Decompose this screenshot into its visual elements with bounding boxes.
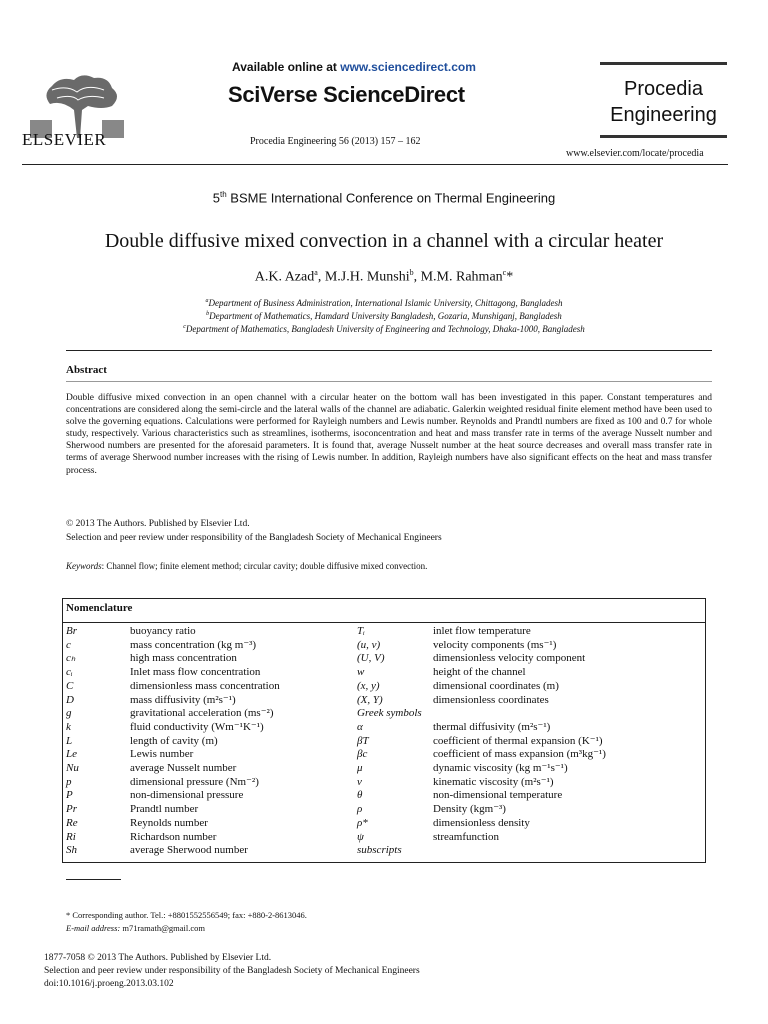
nomenclature-sym: Le [66, 748, 77, 761]
nomenclature-def: dimensionless coordinates [433, 693, 549, 706]
available-online-line [232, 60, 476, 74]
available-prefix: Available online at [232, 60, 341, 74]
conference-text: BSME International Conference on Thermal Engineering [226, 190, 556, 206]
conference-sup: th [220, 190, 227, 199]
nomenclature-sym: ρ* [357, 816, 368, 829]
nomenclature-sym: βc [357, 748, 368, 761]
abstract-rule [66, 381, 712, 382]
nomenclature-sym: C [66, 679, 74, 692]
affiliation-sup: b [206, 311, 210, 317]
nomenclature-sym: (x, y) [357, 679, 380, 692]
nomenclature-sym: ρ [357, 803, 363, 816]
nomenclature-def: fluid conductivity (Wm⁻¹K⁻¹) [130, 720, 264, 733]
journal-title [600, 76, 727, 128]
nomenclature-def: coefficient of thermal expansion (K⁻¹) [433, 734, 603, 747]
nomenclature-def: average Sherwood number [130, 844, 248, 857]
journal-reference: Procedia Engineering 56 (2013) 157 – 162 [250, 136, 421, 147]
nomenclature-def: Lewis number [130, 748, 194, 761]
nomenclature-sym: D [66, 693, 74, 706]
affiliation [0, 298, 768, 308]
issn-line: 1877-7058 © 2013 The Authors. Published by Elsevier Ltd. [44, 953, 272, 963]
nomenclature-sym: ν [357, 775, 362, 788]
nomenclature-sym: P [66, 789, 73, 802]
nomenclature-heading: Nomenclature [66, 602, 133, 614]
nomenclature-def: gravitational acceleration (ms⁻²) [130, 707, 274, 720]
nomenclature-sym: θ [357, 789, 363, 802]
paper-title: Double diffusive mixed convection in a channel with a circular heater [104, 230, 664, 252]
journal-url[interactable]: www.elsevier.com/locate/procedia [566, 148, 704, 159]
nomenclature-def: dimensionless mass concentration [130, 679, 280, 692]
affiliation [0, 324, 768, 334]
nomenclature-def: Density (kgm⁻³) [433, 803, 506, 816]
nomenclature-sym: (U, V) [357, 652, 385, 665]
nomenclature-sym: L [66, 734, 73, 747]
nomenclature-sym: cₕ [66, 652, 76, 665]
nomenclature-sym: α [357, 720, 363, 733]
publisher-name: ELSEVIER [22, 130, 107, 149]
nomenclature-sym: g [66, 707, 72, 720]
keywords-text: : Channel flow; finite element method; circular cavity; double diffusive mixed convection. [101, 561, 428, 571]
nomenclature-sym: Pr [66, 803, 77, 816]
nomenclature-sym: k [66, 720, 71, 733]
copyright-block [66, 517, 442, 545]
nomenclature-def: mass concentration (kg m⁻³) [130, 638, 257, 651]
nomenclature-def: Inlet mass flow concentration [130, 666, 261, 679]
nomenclature-sym: Greek symbols [357, 707, 422, 720]
conference-number: 5 [212, 190, 220, 206]
email-note [66, 923, 205, 933]
sciencedirect-link[interactable]: www.sciencedirect.com [340, 60, 476, 74]
author-name: M.J.H. Munshi [324, 269, 410, 285]
nomenclature-sym: Nu [66, 762, 79, 775]
nomenclature-def: non-dimensional temperature [433, 789, 563, 802]
nomenclature-sym: c [66, 638, 71, 651]
nomenclature-sym: Tᵢ [357, 625, 365, 637]
nomenclature-def: high mass concentration [130, 652, 237, 665]
author-name: M.M. Rahman [420, 269, 503, 285]
nomenclature-def: Prandtl number [130, 803, 199, 816]
nomenclature-sym: (X, Y) [357, 693, 383, 706]
peer-review-line: Selection and peer review under responsibility of the Bangladesh Society of Mechanical Engineers [66, 533, 442, 543]
nomenclature-sym: Sh [66, 844, 77, 857]
bottom-copyright [44, 952, 420, 991]
abstract-text: Double diffusive mixed convection in an open channel with a circular heater on the bottom wall has been investigated in this paper. Constant temperatures and concentrations are considered along the semi-circle and the lateral walls of the channel are adiabatic. Galerkin weighted residual finite element method have been used to solve the governing equations. Calculations were performed for Rayleigh numbers and Lewis number. Reynolds and Prandtl numbers are fixed as 100 and 0.7 for whole study, respectively. Various characteristics such as streamlines, isotherms, isoconcentration and heat and mass transfer rate in terms of the average Nusselt number and Sherwood numbers are presented for the aforesaid parameters. It is found that, average Nusselt number at the heat source decreases and overall mass transfer rate in terms of average Sherwood number increases with the rising of Lewis number. In addition, Rayleigh numbers have also significant effects on the heat and mass transfer process. [66, 393, 712, 476]
affiliation-text: Department of Mathematics, Hamdard University Bangladesh, Gozaria, Munshiganj, Bangladesh [209, 311, 562, 321]
sciverse-brand: SciVerse ScienceDirect [228, 82, 465, 107]
nomenclature-sym: p [66, 775, 72, 788]
author-sup: c [502, 268, 507, 277]
nomenclature-sym: Br [66, 625, 77, 637]
review-line: Selection and peer review under responsibility of the Bangladesh Society of Mechanical Engineers [44, 966, 420, 976]
author-name: A.K. Azad [254, 269, 315, 285]
nomenclature-def: height of the channel [433, 666, 526, 679]
affiliation-text: Department of Mathematics, Bangladesh University of Engineering and Technology, Dhaka-1000, Bangladesh [185, 324, 585, 334]
abstract-heading: Abstract [66, 364, 107, 376]
doi-line[interactable]: doi:10.1016/j.proeng.2013.03.102 [44, 979, 174, 989]
author-sup: b [409, 268, 414, 277]
affiliation [0, 311, 768, 321]
nomenclature-def: non-dimensional pressure [130, 789, 244, 802]
author-sup: a [314, 268, 318, 277]
conference-name [0, 190, 768, 205]
nomenclature-def: length of cavity (m) [130, 734, 218, 747]
nomenclature-sym: subscripts [357, 844, 402, 857]
nomenclature-sym: cᵢ [66, 666, 73, 679]
nomenclature-symbols-right [357, 625, 422, 858]
nomenclature-def: mass diffusivity (m²s⁻¹) [130, 693, 236, 706]
nomenclature-def: streamfunction [433, 830, 499, 843]
nomenclature-def: dimensional coordinates (m) [433, 679, 559, 692]
keywords [66, 561, 427, 571]
nomenclature-sym: w [357, 666, 365, 679]
nomenclature-def: velocity components (ms⁻¹) [433, 638, 557, 651]
nomenclature-sym: ψ [357, 830, 364, 843]
nomenclature-definitions-left [130, 625, 280, 858]
nomenclature-symbols-left [66, 625, 79, 858]
nomenclature-sym: μ [357, 762, 363, 775]
nomenclature-def: dimensionless density [433, 816, 530, 829]
header-divider [22, 164, 728, 165]
author-list: A.K. Azad$^a$, M.J.H. Munshi$^b$, M.M. Rahman$^c$* [254, 268, 514, 285]
email-address[interactable]: m71ramath@gmail.com [120, 923, 206, 933]
nomenclature-def: average Nusselt number [130, 762, 237, 775]
nomenclature-def: Richardson number [130, 830, 217, 843]
affiliation-text: Department of Business Administration, International Islamic University, Chittagong, Bangladesh [208, 298, 563, 308]
corresponding-mark: * [506, 269, 514, 285]
nomenclature-sym: (u, v) [357, 638, 381, 651]
nomenclature-def: coefficient of mass expansion (m³kg⁻¹) [433, 748, 606, 761]
affiliation-sup: a [205, 298, 209, 304]
nomenclature-def: Reynolds number [130, 816, 208, 829]
nomenclature-def: thermal diffusivity (m²s⁻¹) [433, 720, 551, 733]
nomenclature-def: buoyancy ratio [130, 625, 196, 637]
corresponding-author-note: * Corresponding author. Tel.: +8801552556549; fax: +880-2-8613046. [66, 910, 307, 920]
journal-title-line2: Engineering [610, 104, 717, 126]
nomenclature-def [433, 844, 606, 858]
nomenclature-sym: Ri [66, 830, 76, 843]
copyright-line: © 2013 The Authors. Published by Elsevier Ltd. [66, 519, 250, 529]
nomenclature-def: kinematic viscosity (m²s⁻¹) [433, 775, 554, 788]
nomenclature-sym: βT [357, 734, 369, 747]
nomenclature-def: inlet flow temperature [433, 625, 531, 637]
nomenclature-rule [62, 622, 706, 623]
nomenclature-def: dynamic viscosity (kg m⁻¹s⁻¹) [433, 762, 568, 775]
nomenclature-def [433, 707, 606, 721]
journal-title-line1: Procedia [624, 78, 703, 100]
nomenclature-def: dimensionless velocity component [433, 652, 586, 665]
affiliation-sup: c [183, 324, 186, 330]
footnote-rule [66, 879, 121, 880]
email-label: E-mail address: [66, 923, 121, 933]
nomenclature-sym: Re [66, 816, 78, 829]
abstract-top-rule [66, 350, 712, 351]
nomenclature-def: dimensional pressure (Nm⁻²) [130, 775, 259, 788]
keywords-label: Keywords [66, 561, 102, 571]
nomenclature-definitions-right [433, 625, 606, 858]
